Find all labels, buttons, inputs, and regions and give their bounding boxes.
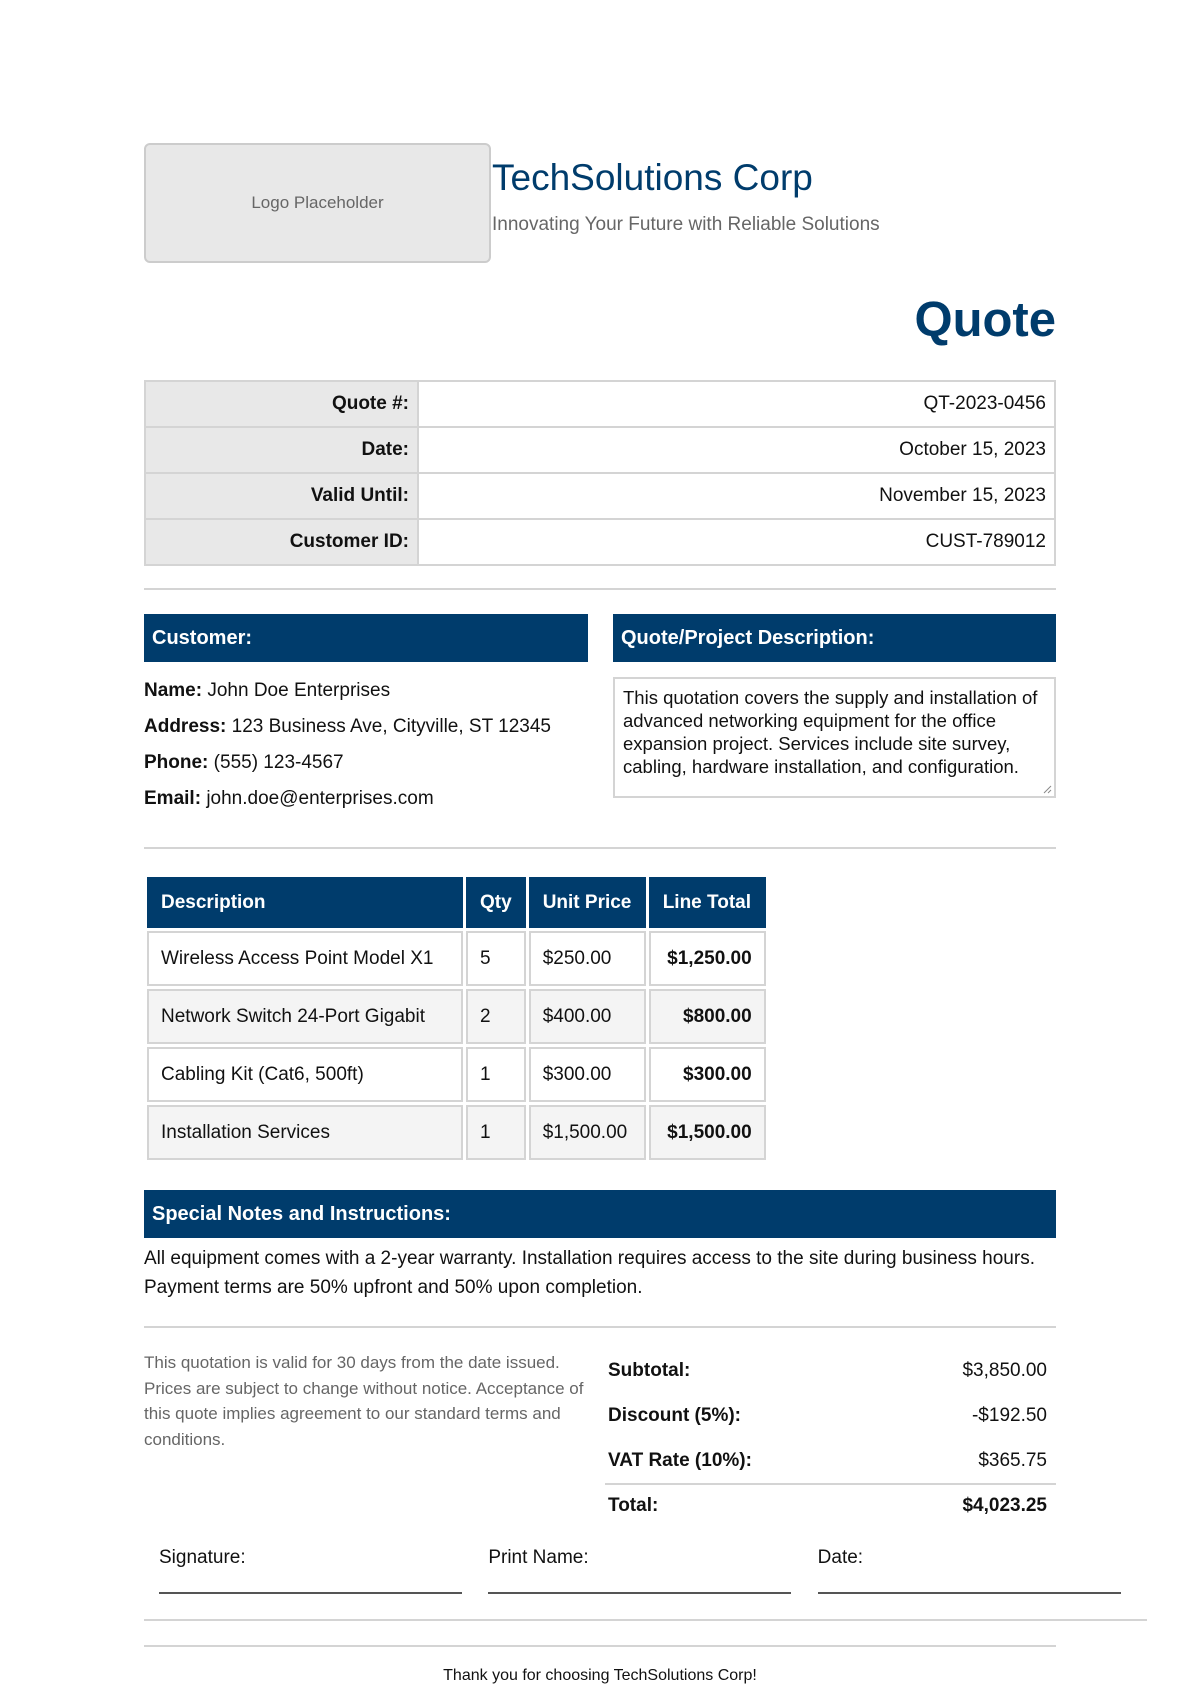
table-row <box>147 931 766 986</box>
total-row <box>605 1483 1056 1527</box>
brand-header <box>144 143 1056 263</box>
customer-details <box>144 679 551 823</box>
field-label: Name: <box>144 680 203 701</box>
item-line-total: $1,250.00 <box>649 931 766 986</box>
info-row <box>145 519 1055 565</box>
signature-field <box>159 1540 488 1594</box>
info-value-date: October 15, 2023 <box>418 427 1055 473</box>
description-textarea[interactable] <box>613 677 1056 798</box>
notes-heading-text: Special Notes and Instructions: <box>152 1202 451 1225</box>
item-line-total: $300.00 <box>649 1047 766 1102</box>
item-description: Cabling Kit (Cat6, 500ft) <box>147 1047 463 1102</box>
print-name-line[interactable] <box>488 1592 791 1594</box>
item-qty: 5 <box>466 931 526 986</box>
item-qty: 2 <box>466 989 526 1044</box>
info-row <box>145 427 1055 473</box>
subtotal-value: $3,850.00 <box>962 1359 1047 1381</box>
vat-label: VAT Rate (10%): <box>608 1449 752 1471</box>
item-qty: 1 <box>466 1047 526 1102</box>
item-unit-price: $1,500.00 <box>529 1105 646 1160</box>
customer-address: 123 Business Ave, Cityville, ST 12345 <box>231 716 551 737</box>
description-heading <box>613 614 1056 662</box>
table-header-row <box>147 877 766 928</box>
table-row <box>147 1047 766 1102</box>
divider <box>144 847 1056 849</box>
company-block <box>492 159 880 236</box>
info-value-customer-id: CUST-789012 <box>418 519 1055 565</box>
customer-heading-text: Customer: <box>152 626 253 649</box>
column-header-line-total: Line Total <box>649 877 766 928</box>
subtotal-label: Subtotal: <box>608 1359 691 1381</box>
customer-phone: (555) 123-4567 <box>213 752 344 773</box>
customer-name: John Doe Enterprises <box>207 680 391 701</box>
company-tagline: Innovating Your Future with Reliable Solutions <box>492 214 880 235</box>
item-description: Installation Services <box>147 1105 463 1160</box>
notes-text: All equipment comes with a 2-year warranty. Installation requires access to the site during business hours. Payment terms are 50% upfront and 50% upon completion. <box>144 1248 1035 1298</box>
vat-value: $365.75 <box>978 1449 1047 1471</box>
info-label: Customer ID: <box>145 519 418 565</box>
info-value-valid-until: November 15, 2023 <box>418 473 1055 519</box>
notes-heading <box>144 1190 1056 1238</box>
signature-line[interactable] <box>159 1592 462 1594</box>
company-name: TechSolutions Corp <box>492 157 813 198</box>
discount-label: Discount (5%): <box>608 1404 741 1426</box>
quote-document <box>144 143 1056 1684</box>
info-label: Date: <box>145 427 418 473</box>
item-description: Wireless Access Point Model X1 <box>147 931 463 986</box>
customer-email-line <box>144 787 551 823</box>
sign-date-field <box>818 1540 1147 1594</box>
vat-row <box>605 1438 1056 1483</box>
field-label: Address: <box>144 716 227 737</box>
sign-date-label: Date: <box>817 1547 864 1568</box>
signature-label: Signature: <box>159 1547 246 1568</box>
subtotal-row <box>605 1348 1056 1393</box>
logo-placeholder <box>144 143 491 263</box>
divider <box>144 1326 1056 1328</box>
divider <box>144 588 1056 590</box>
item-unit-price: $250.00 <box>529 931 646 986</box>
resize-grip-icon[interactable] <box>1042 784 1052 794</box>
customer-phone-line <box>144 751 551 787</box>
customer-heading <box>144 614 588 662</box>
description-text: This quotation covers the supply and installation of advanced networking equipment for the office expansion project. Services include site survey, cabling, hardware installation, and configuration. <box>623 687 1038 777</box>
logo-text: Logo Placeholder <box>251 193 384 212</box>
column-header-qty: Qty <box>466 877 526 928</box>
item-line-total: $800.00 <box>649 989 766 1044</box>
divider <box>144 1619 1147 1621</box>
totals-summary <box>605 1348 1056 1527</box>
item-unit-price: $400.00 <box>529 989 646 1044</box>
line-items-table <box>144 874 769 1163</box>
column-header-description: Description <box>147 877 463 928</box>
table-row <box>147 989 766 1044</box>
discount-row <box>605 1393 1056 1438</box>
info-label: Valid Until: <box>145 473 418 519</box>
print-name-label: Print Name: <box>488 1547 589 1568</box>
info-label: Quote #: <box>145 381 418 427</box>
table-row <box>147 1105 766 1160</box>
terms-text: This quotation is valid for 30 days from the date issued. Prices are subject to change without notice. Acceptance of this quote implies agreement to our standard terms and conditions. <box>144 1353 584 1449</box>
column-header-unit-price: Unit Price <box>529 877 646 928</box>
divider <box>144 1645 1056 1647</box>
document-title: Quote <box>914 293 1056 347</box>
total-label: Total: <box>608 1495 659 1516</box>
item-description: Network Switch 24-Port Gigabit <box>147 989 463 1044</box>
info-row <box>145 381 1055 427</box>
description-heading-text: Quote/Project Description: <box>621 626 875 649</box>
print-name-field <box>488 1540 817 1594</box>
field-label: Phone: <box>144 752 209 773</box>
customer-email: john.doe@enterprises.com <box>206 788 434 809</box>
customer-name-line <box>144 679 551 715</box>
quote-info-table <box>144 380 1056 566</box>
info-row <box>145 473 1055 519</box>
signature-section <box>144 1540 1147 1594</box>
total-value: $4,023.25 <box>962 1495 1047 1516</box>
item-qty: 1 <box>466 1105 526 1160</box>
sign-date-line[interactable] <box>818 1592 1121 1594</box>
field-label: Email: <box>144 788 202 809</box>
info-value-quote-number: QT-2023-0456 <box>418 381 1055 427</box>
discount-value: -$192.50 <box>971 1404 1047 1426</box>
customer-address-line <box>144 715 551 751</box>
footer-thanks: Thank you for choosing TechSolutions Corp! <box>443 1667 757 1684</box>
item-unit-price: $300.00 <box>529 1047 646 1102</box>
item-line-total: $1,500.00 <box>649 1105 766 1160</box>
